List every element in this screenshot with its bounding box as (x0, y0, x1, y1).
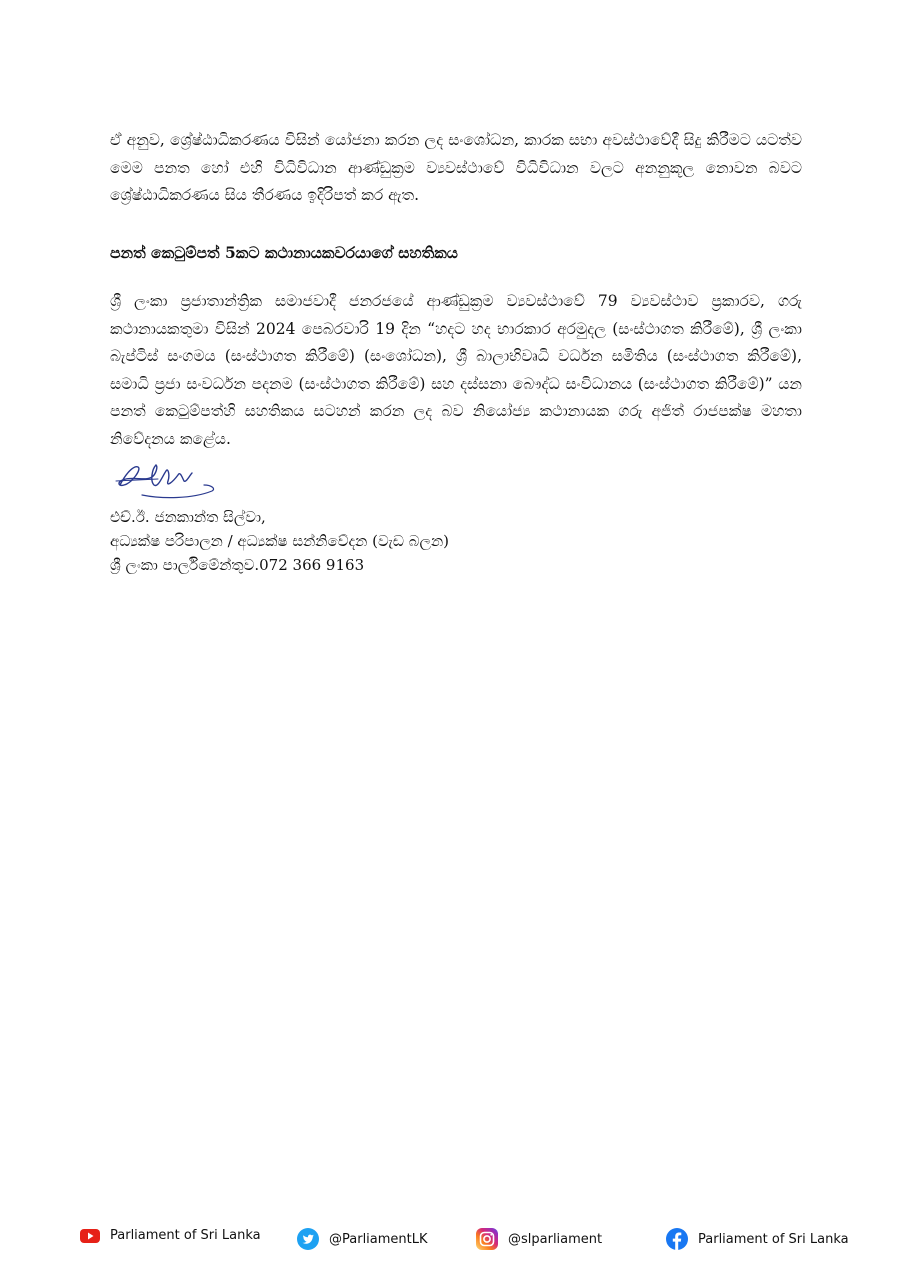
signatory-organization-phone: ශ්‍රී ලංකා පාර්ලිමේන්තුව.072 366 9163 (110, 556, 365, 574)
footer-twitter-label: @ParliamentLK (329, 1231, 428, 1247)
paragraph-supreme-court-decision: ඒ අනුව, ශ්‍රේෂ්ඨාධිකරණය විසින් යෝජනා කරන ලද සංශෝධන, කාරක සභා අවස්ථාවේදී සිදු කිරීමට යටත්ව මෙම පනත හෝ එහි විධිවිධාන ආණ්ඩුක්‍රම ව්‍යවස්ථාවේ විධිවිධාන වලට අනනුකූල නොවන බවට ශ්‍රේෂ්ඨාධිකරණය සිය තීරණය ඉදිරිපත් කර ඇත. (110, 131, 802, 204)
facebook-icon (666, 1228, 688, 1250)
social-footer (0, 1220, 900, 1254)
instagram-icon (476, 1228, 498, 1250)
footer-instagram[interactable] (476, 1228, 602, 1250)
footer-instagram-label: @slparliament (508, 1231, 603, 1247)
signature-block (110, 505, 449, 577)
twitter-icon (297, 1228, 319, 1250)
signatory-name: එච්.ඊ. ජනකාන්ත සිල්වා, (110, 508, 266, 526)
footer-twitter[interactable] (297, 1228, 428, 1250)
paragraph-speaker-certificate: ශ්‍රී ලංකා ප්‍රජාතාන්ත්‍රික සමාජවාදී ජනරජයේ ආණ්ඩුක්‍රම ව්‍යවස්ථාවේ 79 ව්‍යවස්ථාව ප්‍රකාරව, ගරු කථානායකතුමා විසින් 2024 පෙබරවාරි 19 දින “හදට හද භාරකාර අරමුදල (සංස්ථාගත කිරීමේ), ශ්‍රී ලංකා බැප්ටිස් සංගමය (සංස්ථාගත කිරීමේ) (සංශෝධන), ශ්‍රී බාලාභිවෘධි වර්ධන සමිතිය (සංස්ථාගත කිරීමේ), සමාධි ප්‍රජා සංවර්ධන පදනම (සංස්ථාගත කිරීමේ) සහ දස්සනා බෞද්ධ සංවිධානය (සංස්ථාගත කිරීමේ)” යන පනත් කෙටුම්පත්හි සහතිකය සටහන් කරන ලද බව නියෝජ්‍ය කථානායක ගරු අජිත් රාජපක්ෂ මහතා නිවේදනය කළේය. (110, 292, 802, 448)
handwritten-signature (112, 455, 222, 503)
youtube-icon (80, 1229, 100, 1243)
footer-facebook[interactable] (666, 1228, 849, 1250)
footer-youtube-label: Parliament of Sri Lanka (110, 1228, 261, 1243)
footer-facebook-label: Parliament of Sri Lanka (698, 1231, 849, 1247)
signatory-title: අධ්‍යක්ෂ පරිපාලන / අධ්‍යක්ෂ සන්නිවේදන (වැඩ බලන) (110, 532, 450, 550)
footer-youtube[interactable] (80, 1228, 261, 1243)
section-heading: පනත් කෙටුම්පත් 5කට කථානායකවරයාගේ සහතිකය (110, 243, 458, 262)
